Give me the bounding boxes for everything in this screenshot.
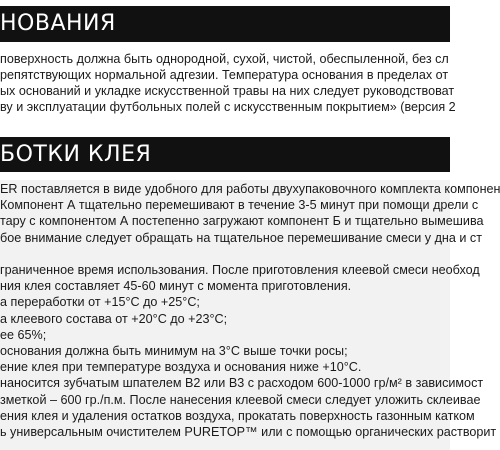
text-line: ER поставляется в виде удобного для работы двухупаковочного комплекта компонен — [0, 182, 500, 196]
text-line: ее 65%; — [0, 327, 47, 342]
text-line: Компонент А тщательно перемешивают в течение 3-5 минут при помощи дрели с — [0, 198, 479, 213]
text-line: ву и эксплуатации футбольных полей с искусственным покрытием» (версия 2 — [0, 100, 456, 114]
text-line: ение клея при температуре воздуха и основания ниже +10°С. — [0, 360, 362, 375]
section-title: НОВАНИЯ — [0, 11, 116, 36]
text-line: зметкой – 600 гр./п.м. После нанесения клеевой смеси следует уложить склеивае — [0, 392, 481, 407]
section-title: БОТКИ КЛЕЯ — [0, 142, 152, 167]
text-line: ения клея и удаления остатков воздуха, прокатать поверхность газонным катком — [0, 408, 475, 423]
text-line: а клеевого состава от +20°С до +23°С; — [0, 311, 228, 326]
base-requirements-text — [0, 51, 456, 115]
text-line: наносится зубчатым шпателем В2 или В3 с расходом 600-1000 гр/м² в зависимост — [0, 376, 484, 391]
glue-processing-text — [0, 181, 500, 440]
text-line: тару с компонентом А постепенно загружают компонент Б и тщательно вымешива — [0, 214, 484, 229]
blank-line — [0, 246, 450, 262]
text-line: ь универсальным очистителем PURETOP™ или с помощью органических растворит — [0, 425, 497, 440]
text-line: ния клея составляет 45-60 минут с момента приготовления. — [0, 279, 352, 294]
text-line: граниченное время использования. После приготовления клеевой смеси необход — [0, 263, 480, 278]
section-header-base — [0, 6, 450, 42]
text-line: репятствующих нормальной адгезии. Температура основания в пределах от — [0, 68, 449, 82]
text-line: бое внимание следует обращать на тщательное перемешивание смеси у дна и ст — [0, 230, 482, 245]
text-line: а переработки от +15°С до +25°С; — [0, 295, 200, 310]
text-line: основания должна быть минимум на 3°С выше точки росы; — [0, 344, 348, 359]
text-line: ых оснований и укладке искусственной травы на них следует руководствоват — [0, 84, 455, 98]
section-header-glue-processing — [0, 137, 450, 172]
text-line: поверхность должна быть однородной, сухой, чистой, обеспыленной, без сл — [0, 52, 449, 66]
